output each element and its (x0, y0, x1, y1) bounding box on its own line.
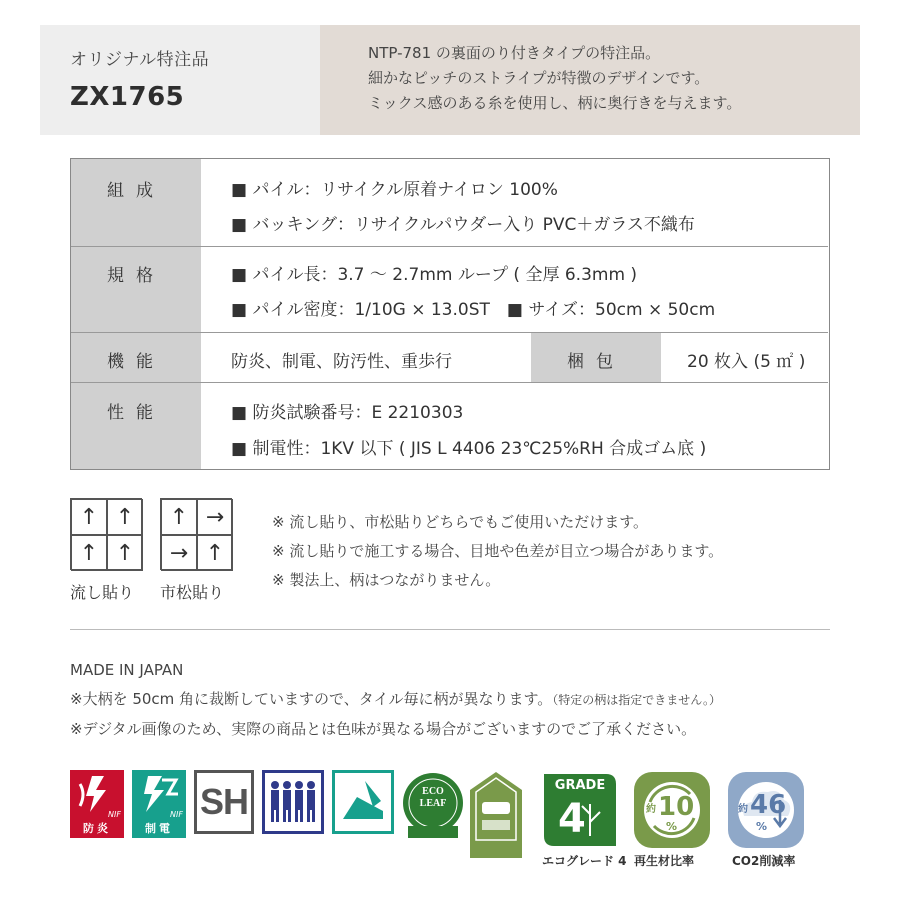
spec-line: ■ パイル密度：1/10G × 13.0ST ■ サイズ：50cm × 50cm (231, 300, 716, 320)
sh-icon (194, 770, 254, 834)
spec-value (201, 159, 828, 246)
product-description (320, 25, 860, 135)
green-plus-badge-icon (468, 770, 524, 860)
arrow-up-icon: ↑ (71, 535, 107, 571)
co2-unit: % (756, 820, 768, 833)
fire-label: 防炎 (83, 822, 111, 835)
arrow-up-icon: ↑ (161, 499, 197, 535)
recycle-value: 10 (658, 792, 695, 822)
packing-label: 梱包 (531, 333, 661, 382)
section-divider (70, 629, 830, 630)
made-in-label: MADE IN JAPAN (70, 661, 184, 679)
spec-label: 性能 (71, 383, 201, 469)
spec-label: 組成 (71, 159, 201, 246)
grade-number: 4 (558, 796, 586, 842)
static-label: 制電 (145, 822, 173, 835)
flow-layout-label: 流し貼り (70, 583, 135, 602)
heavy-traffic-icon (262, 770, 324, 834)
spec-label: 規格 (71, 247, 201, 332)
spec-row-composition (71, 159, 828, 247)
antistatic-icon (132, 770, 186, 838)
spec-row-performance (71, 383, 828, 469)
eco-grade-icon (540, 770, 627, 870)
recycle-label: 再生材比率 (634, 854, 695, 868)
fire-mark-text: NIF (108, 810, 121, 819)
arrow-right-icon: → (161, 535, 197, 571)
fire-retardant-icon (70, 770, 124, 838)
arrow-up-icon: ↑ (107, 499, 143, 535)
spec-value (201, 383, 828, 469)
header-title-block (40, 25, 320, 135)
spec-line: ■ 防炎試験番号：E 2210303 (231, 403, 464, 423)
co2-prefix: 約 (738, 804, 748, 815)
green-plus-icon (468, 770, 524, 860)
spec-label: 機能 (71, 333, 201, 382)
color-note: ※デジタル画像のため、実際の商品とは色味が異なる場合がございますのでご了承ください。 (70, 720, 697, 738)
spec-line: ■ パイル長：3.7 ～ 2.7mm ループ ( 全厚 6.3mm ) (231, 265, 638, 285)
pattern-note (70, 685, 721, 715)
note-line: ※ 流し貼りで施工する場合、目地や色差が目立つ場合があります。 (272, 542, 724, 560)
spec-line: ■ 制電性：1KV 以下 ( JIS L 4406 23℃25%RH 合成ゴム底 ) (231, 439, 707, 459)
spec-line: ■ パイル：リサイクル原着ナイロン 100% (231, 180, 558, 200)
spec-row-standard (71, 247, 828, 333)
arrow-right-icon: → (197, 499, 233, 535)
arrow-up-icon: ↑ (107, 535, 143, 571)
pattern-note-small: （特定の柄は指定できません。） (552, 693, 721, 707)
footer-notes (70, 656, 721, 744)
co2-value: 46 (750, 790, 787, 820)
people-icon (265, 773, 321, 831)
product-subtitle: オリジナル特注品 (70, 50, 210, 70)
recycle-unit: % (666, 820, 678, 833)
arrow-up-icon: ↑ (197, 535, 233, 571)
recycled-ratio-icon (632, 770, 712, 870)
grade-top-text: GRADE (554, 778, 606, 793)
water-drop-icon (335, 773, 391, 831)
spec-row-function (71, 333, 828, 383)
spec-value (201, 247, 828, 332)
checker-layout-label: 市松貼り (160, 583, 225, 602)
spec-line: ■ バッキング：リサイクルパウダー入り PVC＋ガラス不織布 (231, 215, 695, 235)
description-line: ミックス感のある糸を使用し、柄に奥行きを与えます。 (368, 94, 742, 112)
layout-notes (272, 508, 723, 595)
product-code: ZX1765 (70, 82, 185, 112)
note-line: ※ 製法上、柄はつながりません。 (272, 571, 501, 589)
spec-table (70, 158, 830, 470)
description-line: NTP-781 の裏面のり付きタイプの特注品。 (368, 44, 661, 62)
packing-value: 20 枚入 (5 ㎡ ) (687, 352, 806, 372)
recycle-prefix: 約 (646, 804, 656, 815)
pattern-note-main: ※大柄を 50cm 角に裁断していますので、タイル毎に柄が異なります。 (70, 690, 553, 708)
function-value: 防炎、制電、防汚性、重歩行 (231, 352, 452, 372)
checker-layout-grid (160, 498, 232, 570)
co2-label: CO2削減率 (732, 854, 796, 868)
leaf-text: LEAF (419, 798, 447, 809)
sh-text: SH (199, 781, 248, 822)
eco-text: ECO (422, 786, 444, 797)
flow-layout-grid (70, 498, 142, 570)
eco-leaf-icon (402, 770, 464, 840)
grade-label: エコグレード 4 (542, 854, 627, 868)
stain-resistant-icon (332, 770, 394, 834)
arrow-up-icon: ↑ (71, 499, 107, 535)
certification-icons (70, 770, 840, 870)
flow-layout-diagram (70, 498, 142, 602)
static-mark-text: NIF (170, 810, 183, 819)
co2-reduction-icon (726, 770, 810, 870)
checker-layout-diagram (160, 498, 232, 602)
product-header (40, 25, 860, 135)
description-line: 細かなピッチのストライプが特徴のデザインです。 (368, 69, 710, 87)
note-line: ※ 流し貼り、市松貼りどちらでもご使用いただけます。 (272, 513, 648, 531)
